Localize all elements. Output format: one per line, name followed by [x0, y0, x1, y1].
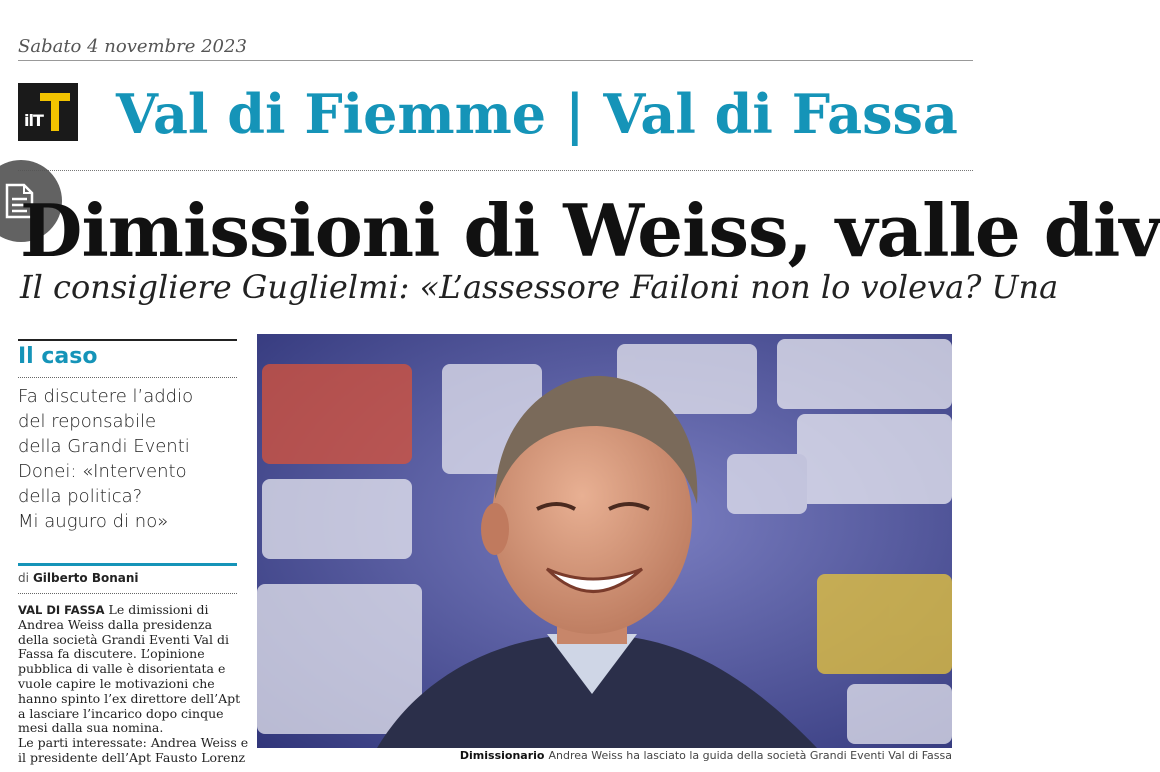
top-rule [18, 60, 973, 61]
sidebar-summary [18, 384, 237, 534]
article-line: Le parti interessate: Andrea Weiss e [18, 735, 249, 751]
article-line: il presidente dell’Apt Fausto Lorenz [18, 749, 246, 765]
summary-line: della politica? [18, 486, 143, 507]
publication-date: Sabato 4 novembre 2023 [18, 36, 247, 57]
article-line: pubblica di valle è disorientata e [18, 661, 226, 677]
summary-line: Fa discutere l’addio [18, 386, 194, 407]
article-line: vuole capire le motivazioni che [18, 675, 215, 691]
article-line: Fassa fa discutere. L’opinione [18, 646, 205, 662]
headline: Dimissioni di Weiss, valle div [20, 188, 1160, 273]
summary-line: del reponsabile [18, 411, 157, 432]
logo-text: ilT [24, 111, 43, 130]
newspaper-logo [18, 83, 78, 141]
subheadline: Il consigliere Guglielmi: «L’assessore Failoni non lo voleva? Una [20, 268, 1059, 306]
article-line: mesi dalla sua nomina. [18, 720, 164, 736]
article-body [18, 602, 249, 766]
article-line-text: Le dimissioni di [104, 602, 209, 617]
byline-prefix: di [18, 571, 29, 585]
sidebar-kicker: Il caso [18, 344, 98, 369]
logo-mark-stem [51, 93, 59, 131]
byline-author: Gilberto Bonani [32, 571, 139, 585]
article-line [18, 603, 240, 618]
photo-illustration [257, 334, 952, 748]
section-divider [18, 170, 973, 171]
caption-text: Andrea Weiss ha lasciato la guida della società Grandi Eventi Val di Fassa [548, 749, 952, 762]
article-photo [257, 334, 952, 748]
article-line: Andrea Weiss dalla presidenza [18, 616, 213, 632]
article-lead: VAL DI FASSA [18, 603, 105, 617]
caption-title: Dimissionario [459, 749, 545, 762]
sidebar-dotted-rule [18, 377, 237, 378]
byline-rule [18, 563, 237, 566]
sidebar-top-rule [18, 339, 237, 341]
section-title: Val di Fiemme | Val di Fassa [116, 82, 958, 146]
summary-line: Donei: «Intervento [18, 461, 187, 482]
byline [18, 571, 139, 585]
photo-caption [460, 749, 952, 762]
summary-line: della Grandi Eventi [18, 436, 190, 457]
article-line: della società Grandi Eventi Val di [18, 631, 229, 647]
summary-line: Mi auguro di no» [18, 511, 169, 532]
article-line: hanno spinto l’ex direttore dell’Apt [18, 690, 241, 706]
byline-dotted-rule [18, 593, 237, 594]
article-line: a lasciare l’incarico dopo cinque [18, 705, 224, 721]
